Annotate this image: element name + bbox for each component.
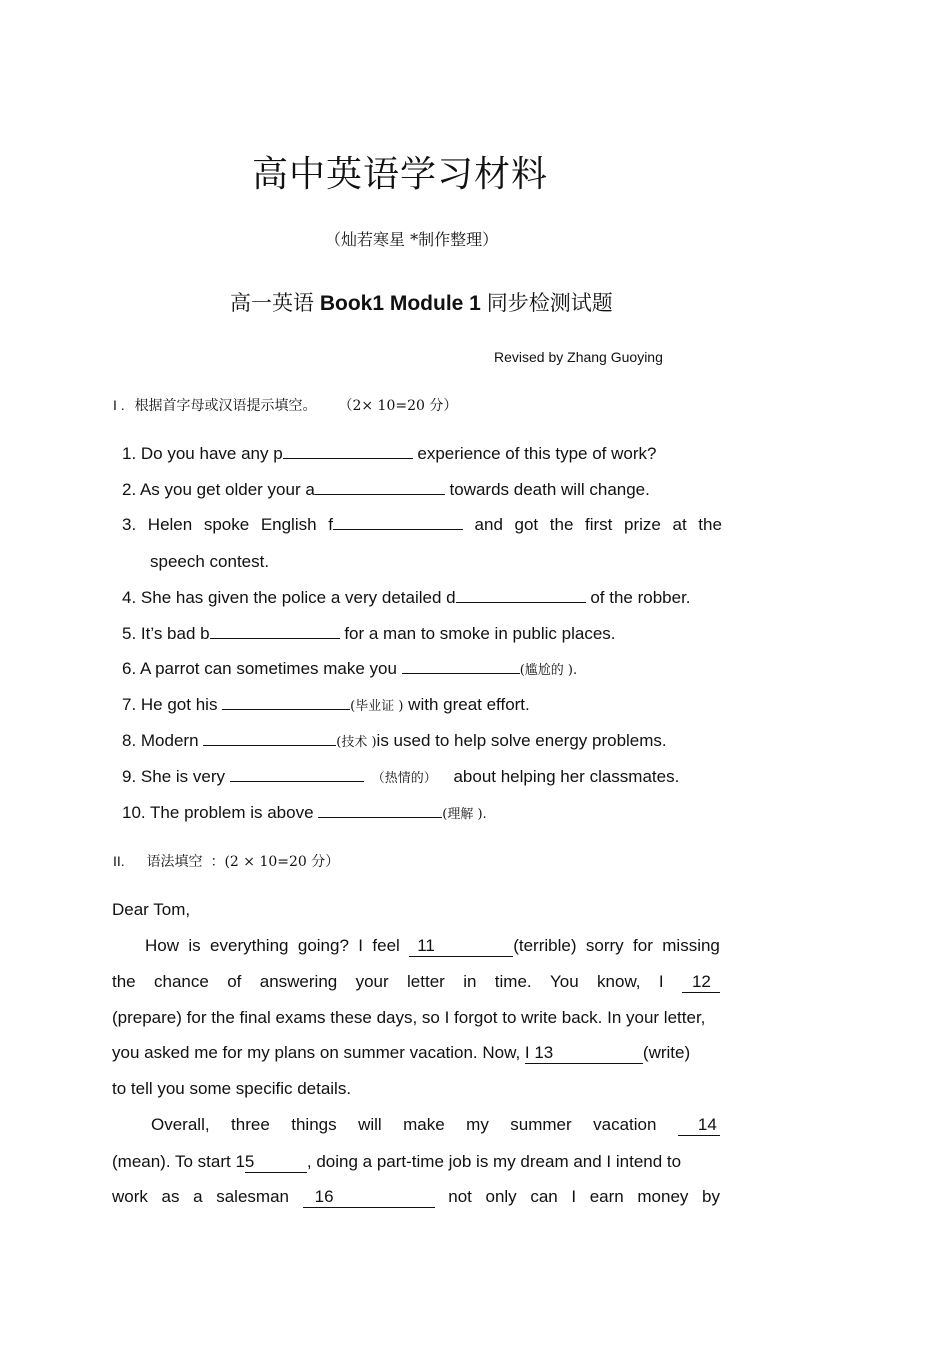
answer-blank[interactable] bbox=[230, 767, 364, 782]
word: feel bbox=[372, 936, 400, 955]
question-3 bbox=[122, 515, 722, 535]
word: Overall, bbox=[151, 1115, 210, 1134]
question-10 bbox=[122, 803, 487, 823]
word: (terrible) bbox=[513, 936, 577, 955]
question-text: towards death will change. bbox=[444, 480, 650, 499]
word: vacation bbox=[593, 1115, 657, 1134]
word: missing bbox=[662, 936, 720, 955]
question-1 bbox=[122, 444, 656, 464]
letter-salutation: Dear Tom, bbox=[112, 900, 191, 919]
question-8 bbox=[122, 731, 667, 751]
word: things bbox=[291, 1115, 337, 1134]
word: as bbox=[161, 1187, 180, 1206]
question-text: about helping her classmates. bbox=[448, 767, 680, 786]
blank-14[interactable]: 14 bbox=[678, 1115, 720, 1136]
chinese-hint: (尴尬的 ). bbox=[519, 663, 578, 678]
answer-blank[interactable] bbox=[203, 731, 336, 746]
word: summer bbox=[510, 1115, 572, 1134]
passage-line-8 bbox=[112, 1187, 720, 1208]
word: prize bbox=[624, 515, 661, 534]
word: and bbox=[474, 515, 503, 534]
question-text: 7. He got his bbox=[122, 695, 223, 714]
question-7 bbox=[122, 695, 530, 715]
section2-numeral: II. bbox=[113, 853, 125, 869]
question-text: is used to help solve energy problems. bbox=[376, 731, 667, 750]
word: make bbox=[403, 1115, 445, 1134]
word: in bbox=[463, 972, 477, 991]
question-text: 9. She is very bbox=[122, 767, 230, 786]
blank-13[interactable]: I 13 bbox=[525, 1043, 643, 1064]
passage-line-3: (prepare) for the final exams these days, so I forgot to write back. In your letter, bbox=[112, 1008, 706, 1027]
section2-score: ：(2 × 10=20 分） bbox=[210, 854, 340, 870]
section2-instruction: 语法填空 bbox=[146, 854, 203, 870]
word: time. bbox=[494, 972, 532, 991]
question-6 bbox=[122, 659, 577, 679]
question-5 bbox=[122, 624, 616, 644]
passage-line-6 bbox=[151, 1115, 720, 1136]
word: three bbox=[231, 1115, 270, 1134]
word: I bbox=[358, 936, 364, 955]
question-text: 1. Do you have any p bbox=[122, 444, 283, 463]
word: money bbox=[637, 1187, 689, 1206]
passage-line-5: to tell you some specific details. bbox=[112, 1079, 352, 1098]
word: the bbox=[112, 972, 136, 991]
passage-line-1 bbox=[145, 936, 720, 957]
word: the bbox=[698, 515, 722, 534]
answer-blank[interactable] bbox=[318, 803, 442, 818]
word: my bbox=[466, 1115, 489, 1134]
section1-heading bbox=[113, 395, 457, 415]
question-2 bbox=[122, 480, 650, 500]
section1-numeral: I . bbox=[113, 397, 125, 413]
blank-16[interactable]: 16 bbox=[303, 1187, 435, 1208]
blank-15[interactable]: 5 bbox=[245, 1152, 307, 1173]
word: is bbox=[188, 936, 201, 955]
answer-blank[interactable] bbox=[222, 695, 350, 710]
word: of bbox=[227, 972, 242, 991]
question-text: 6. A parrot can sometimes make you bbox=[122, 659, 402, 678]
word: English bbox=[260, 515, 317, 534]
word: letter bbox=[407, 972, 445, 991]
answer-blank[interactable] bbox=[402, 659, 520, 674]
chinese-hint: （热情的） bbox=[371, 771, 437, 786]
word: everything bbox=[210, 936, 289, 955]
question-4 bbox=[122, 588, 691, 608]
question-text: of the robber. bbox=[585, 588, 691, 607]
test-title-cn2: 同步检测试题 bbox=[486, 291, 613, 315]
subnote: （灿若寒星 *制作整理） bbox=[325, 230, 499, 249]
chinese-hint: (毕业证 ) bbox=[350, 699, 404, 714]
question-text: 8. Modern bbox=[122, 731, 204, 750]
question-text: 5. It’s bad b bbox=[122, 624, 210, 643]
question-text: 10. The problem is above bbox=[122, 803, 319, 822]
test-title-en: Book1 Module 1 bbox=[319, 292, 481, 315]
test-title bbox=[230, 287, 613, 317]
word: salesman bbox=[216, 1187, 289, 1206]
answer-blank[interactable] bbox=[315, 480, 445, 495]
passage-text: you asked me for my plans on summer vacation. Now, bbox=[112, 1043, 525, 1062]
word: sorry bbox=[585, 936, 624, 955]
question-text: with great effort. bbox=[403, 695, 530, 714]
question-text: for a man to smoke in public places. bbox=[339, 624, 616, 643]
question-text: 2. As you get older your a bbox=[122, 480, 315, 499]
word: earn bbox=[589, 1187, 624, 1206]
word: by bbox=[702, 1187, 720, 1206]
chinese-hint: (理解 ). bbox=[442, 807, 487, 822]
word: f bbox=[328, 515, 333, 534]
word: at bbox=[672, 515, 687, 534]
question-text: 4. She has given the police a very detailed d bbox=[122, 588, 456, 607]
answer-blank[interactable] bbox=[210, 624, 340, 639]
word: How bbox=[145, 936, 180, 955]
word: answering bbox=[259, 972, 338, 991]
word: I bbox=[571, 1187, 577, 1206]
passage-text: , doing a part-time job is my dream and I intend to bbox=[306, 1152, 682, 1171]
word: chance bbox=[154, 972, 209, 991]
passage-text: (write) bbox=[642, 1043, 691, 1062]
word: I bbox=[658, 972, 664, 991]
word: can bbox=[530, 1187, 558, 1206]
word: will bbox=[358, 1115, 382, 1134]
word: spoke bbox=[203, 515, 250, 534]
main-title: 高中英语学习材料 bbox=[252, 154, 549, 195]
word: for bbox=[633, 936, 653, 955]
answer-blank[interactable] bbox=[456, 588, 586, 603]
word: work bbox=[112, 1187, 148, 1206]
word: only bbox=[485, 1187, 517, 1206]
passage-line-2 bbox=[112, 972, 720, 993]
answer-blank[interactable] bbox=[333, 515, 463, 530]
reviser-line: Revised by Zhang Guoying bbox=[494, 349, 663, 365]
test-title-cn1: 高一英语 bbox=[230, 291, 314, 315]
word: the bbox=[549, 515, 574, 534]
section2-heading bbox=[113, 851, 339, 871]
word: know, bbox=[597, 972, 641, 991]
section1-score: （2× 10=20 分） bbox=[338, 398, 458, 414]
word: going? bbox=[297, 936, 349, 955]
blank-11[interactable]: 11 bbox=[409, 936, 513, 957]
section1-instruction: 根据首字母或汉语提示填空。 bbox=[134, 398, 317, 414]
chinese-hint: (技术 ) bbox=[336, 735, 377, 750]
word: not bbox=[448, 1187, 472, 1206]
passage-line-4 bbox=[112, 1043, 690, 1064]
word: Helen bbox=[147, 515, 193, 534]
answer-blank[interactable] bbox=[283, 444, 413, 459]
blank-12[interactable]: 12 bbox=[682, 972, 720, 993]
word: 3. bbox=[122, 515, 137, 534]
word: first bbox=[585, 515, 613, 534]
word: You bbox=[549, 972, 579, 991]
word: got bbox=[514, 515, 539, 534]
word: a bbox=[193, 1187, 203, 1206]
question-text: experience of this type of work? bbox=[412, 444, 657, 463]
word: your bbox=[355, 972, 389, 991]
question-9 bbox=[122, 767, 679, 787]
passage-line-7 bbox=[112, 1152, 681, 1173]
passage-text: (mean). To start 1 bbox=[112, 1152, 245, 1171]
question-3-continued: speech contest. bbox=[150, 552, 270, 571]
